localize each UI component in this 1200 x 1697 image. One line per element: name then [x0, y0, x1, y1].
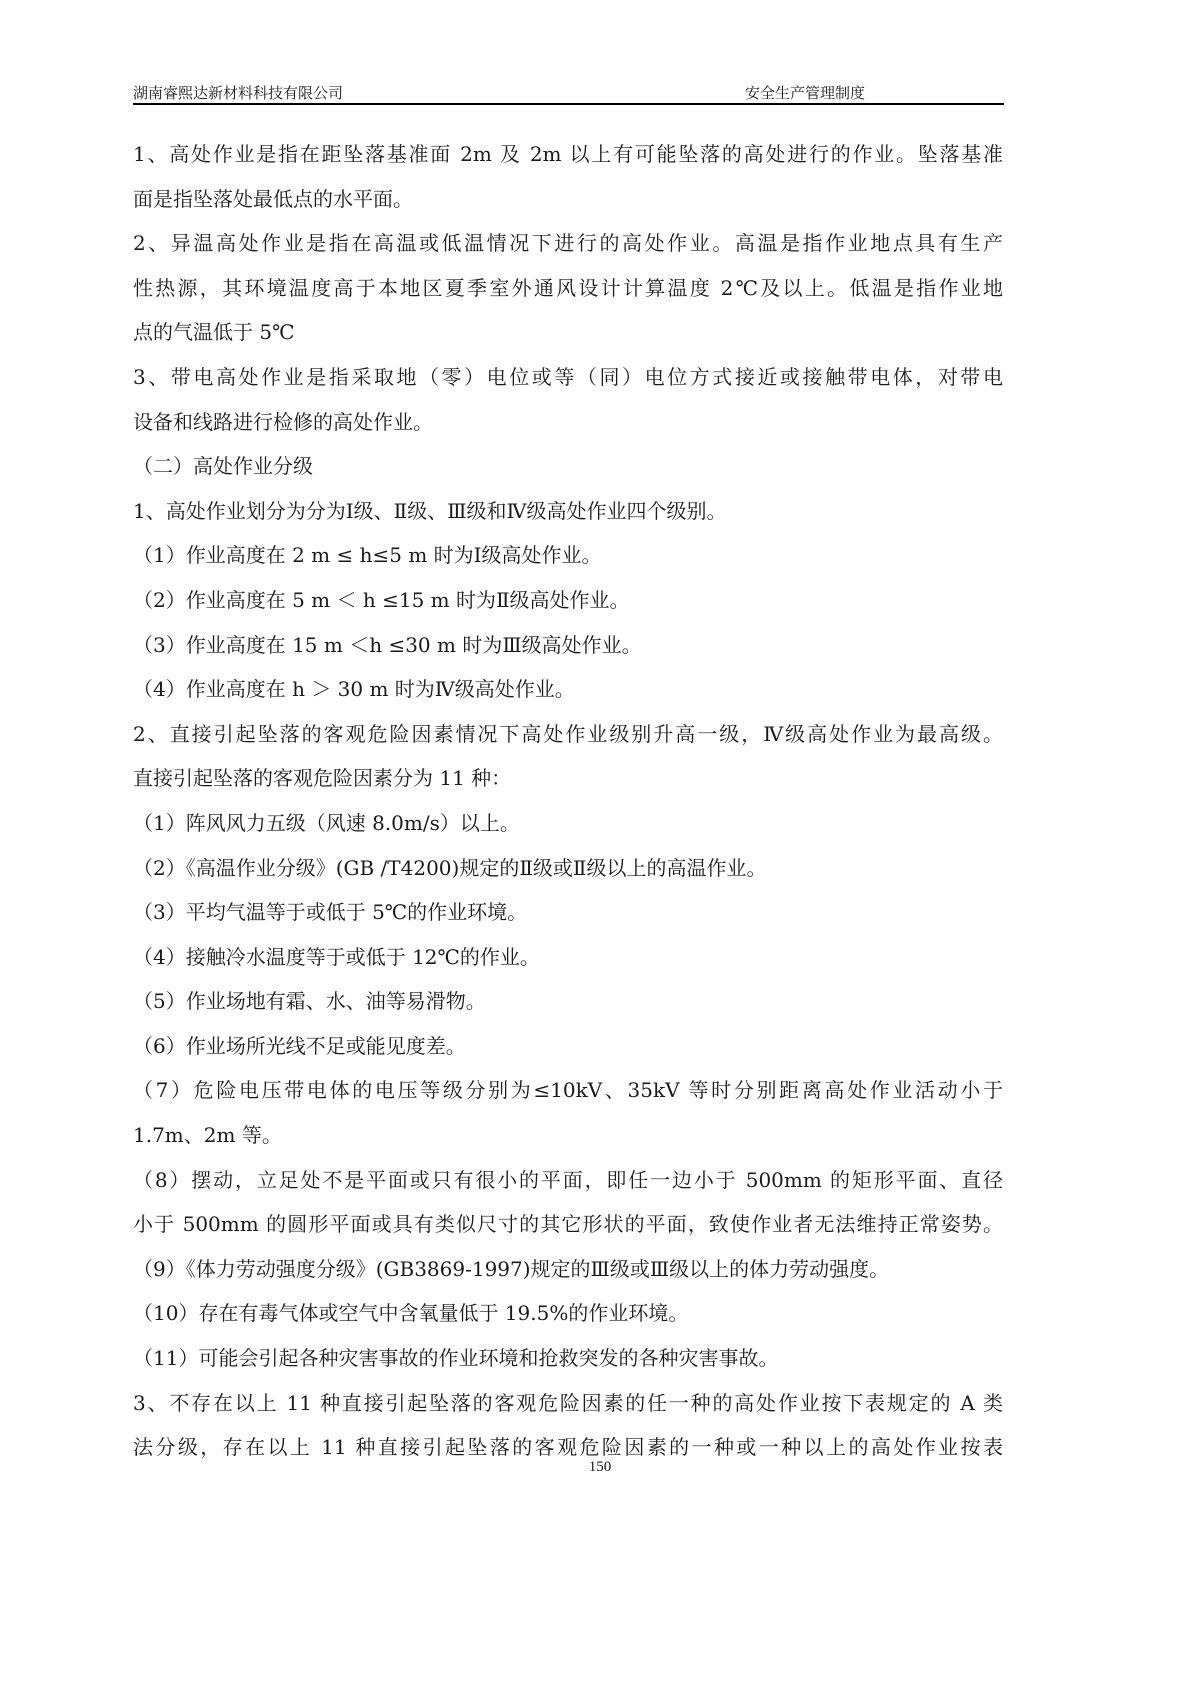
text-line: 点的气温低于 5℃	[133, 320, 295, 345]
list-item: （1）作业高度在 2 m ≤ h≤5 m 时为Ⅰ级高处作业。	[133, 543, 602, 568]
text-line: 3、不存在以上 11 种直接引起坠落的客观危险因素的任一种的高处作业按下表规定的 A 类	[133, 1390, 1003, 1415]
list-item: （9）《体力劳动强度分级》(GB3869-1997)规定的Ⅲ级或Ⅲ级以上的体力劳动强度。	[133, 1256, 890, 1281]
list-item: （4）接触冷水温度等于或低于 12℃的作业。	[133, 944, 540, 969]
section-heading: （二）高处作业分级	[133, 454, 313, 479]
list-item: （10）存在有毒气体或空气中含氧量低于 19.5%的作业环境。	[133, 1301, 689, 1326]
header-divider	[133, 103, 1004, 105]
text-line: 1、高处作业是指在距坠落基准面 2m 及 2m 以上有可能坠落的高处进行的作业。坠落基准	[133, 142, 1003, 166]
list-item: （3）作业高度在 15 m ＜h ≤30 m 时为Ⅲ级高处作业。	[133, 632, 642, 657]
text-line: 设备和线路进行检修的高处作业。	[133, 409, 433, 434]
list-item: （11）可能会引起各种灾害事故的作业环境和抢救突发的各种灾害事故。	[133, 1346, 779, 1371]
page-header	[133, 82, 1003, 110]
list-item: （5）作业场地有霜、水、油等易滑物。	[133, 989, 486, 1014]
text-line: 3、带电高处作业是指采取地（零）电位或等（同）电位方式接近或接触带电体，对带电	[133, 364, 1003, 389]
text-line: 直接引起坠落的客观危险因素分为 11 种：	[133, 766, 512, 791]
list-item: （8）摆动，立足处不是平面或只有很小的平面，即任一边小于 500mm 的矩形平面、直径	[133, 1167, 1003, 1192]
list-item: （2）《高温作业分级》(GB /T4200)规定的Ⅱ级或Ⅱ级以上的高温作业。	[133, 855, 767, 880]
text-line: 2、异温高处作业是指在高温或低温情况下进行的高处作业。高温是指作业地点具有生产	[133, 231, 1003, 256]
list-item: （3）平均气温等于或低于 5℃的作业环境。	[133, 900, 528, 925]
text-line: 面是指坠落处最低点的水平面。	[133, 186, 413, 211]
list-item: （1）阵风风力五级（风速 8.0m/s）以上。	[133, 810, 520, 835]
text-line: 小于 500mm 的圆形平面或具有类似尺寸的其它形状的平面，致使作业者无法维持正常姿势。	[133, 1212, 1003, 1237]
document-title: 安全生产管理制度	[745, 84, 866, 102]
text-line: 1、高处作业划分为分为Ⅰ级、Ⅱ级、Ⅲ级和Ⅳ级高处作业四个级别。	[133, 498, 727, 523]
list-item: （2）作业高度在 5 m ＜ h ≤15 m 时为Ⅱ级高处作业。	[133, 587, 630, 612]
company-name: 湖南睿熙达新材料科技有限公司	[133, 84, 344, 102]
list-item: （4）作业高度在 h ＞ 30 m 时为Ⅳ级高处作业。	[133, 677, 575, 702]
text-line: 性热源，其环境温度高于本地区夏季室外通风设计计算温度 2℃及以上。低温是指作业地	[133, 275, 1003, 300]
document-body	[133, 132, 1003, 1470]
text-line: 法分级，存在以上 11 种直接引起坠落的客观危险因素的一种或一种以上的高处作业按表	[133, 1435, 1003, 1460]
text-line: 1.7m、2m 等。	[133, 1123, 282, 1148]
text-line: 2、直接引起坠落的客观危险因素情况下高处作业级别升高一级，Ⅳ级高处作业为最高级。	[133, 721, 1003, 746]
page-number: 150	[588, 1459, 612, 1475]
list-item: （6）作业场所光线不足或能见度差。	[133, 1033, 466, 1058]
list-item: （7）危险电压带电体的电压等级分别为≤10kV、35kV 等时分别距离高处作业活动小于	[133, 1078, 1003, 1103]
